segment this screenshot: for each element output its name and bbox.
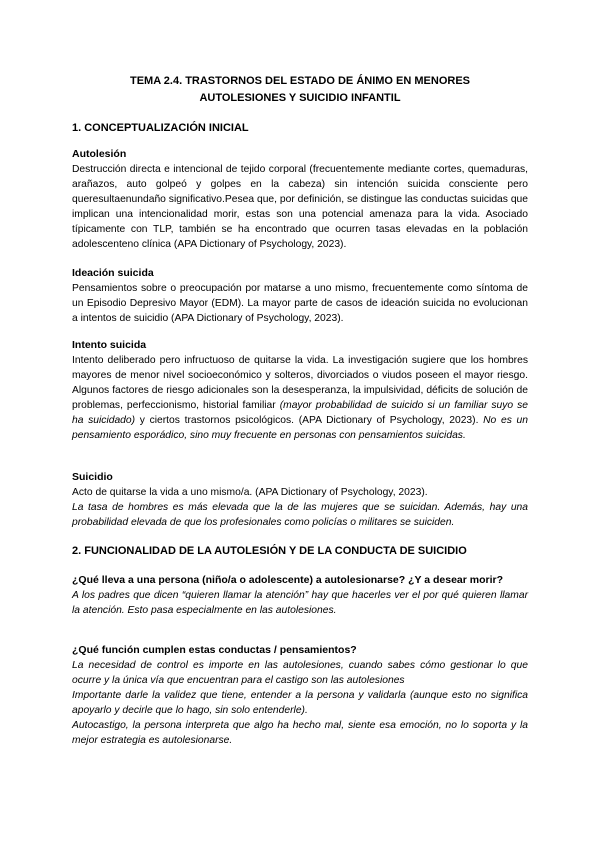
suicidio-heading: Suicidio — [72, 471, 113, 483]
intento-text — [72, 353, 528, 443]
ideacion-text: Pensamientos sobre o preocupación por matarse a uno mismo, frecuentemente como síntoma de un Episodio Depresivo Mayor (EDM). La mayor parte de casos de ideación suicida no evolucionan a intentos de suicidio (APA Dictionary of Psychology, 2023). — [72, 283, 528, 324]
q1-answer: A los padres que dicen “quieren llamar la atención” hay que hacerles ver el por qué quieren llamar la atención. Esto pasa especialmente en las autolesiones. — [72, 590, 528, 616]
q2-answer-1: La necesidad de control es importe en las autolesiones, cuando sabes cómo gestionar lo que ocurre y la única vía que encuentran para el castigo son las autolesiones — [72, 660, 528, 686]
suicidio-text: Acto de quitarse la vida a uno mismo/a. (APA Dictionary of Psychology, 2023). — [72, 487, 428, 498]
autolesion-block — [72, 147, 528, 252]
title-line-1: TEMA 2.4. TRASTORNOS DEL ESTADO DE ÁNIMO EN MENORES — [129, 75, 471, 87]
intento-text-2: y ciertos trastornos psicológicos. (APA Dictionary of Psychology, 2023). — [139, 415, 479, 426]
q1-heading: ¿Qué lleva a una persona (niño/a o adolescente) a autolesionarse? ¿Y a desear morir? — [72, 574, 504, 586]
q2-block — [72, 643, 528, 748]
q2-heading: ¿Qué función cumplen estas conductas / pensamientos? — [72, 644, 357, 656]
intento-text-1: Intento deliberado pero infructuoso de quitarse la vida. La investigación sugiere que los hombres mayores de menor nivel socioeconómico y solteros, divorciados o viudos poseen el mayor riesgo. Algunos factores de riesgo adicionales son la desesperanza, la impulsividad, déficits de solución de problemas, perfeccionismo, historial familiar — [72, 355, 528, 411]
section-1-heading: 1. CONCEPTUALIZACIÓN INICIAL — [72, 122, 249, 134]
ideacion-block — [72, 266, 528, 326]
intento-heading: Intento suicida — [72, 339, 147, 351]
intento-text-1-italic: (mayor probabilidad de suicido si un familiar suyo se ha suicidado) — [72, 400, 528, 426]
title-line-2: AUTOLESIONES Y SUICIDIO INFANTIL — [199, 92, 401, 104]
ideacion-heading: Ideación suicida — [72, 267, 154, 279]
autolesion-text: Destrucción directa e intencional de tejido corporal (frecuentemente mediante cortes, quemaduras, arañazos, auto golpeó y golpes en la cabeza) sin intención suicida consciente pero queresultaenundaño significativo.Pesea que, por definición, se distingue las conductas suicidas que implican una intencionalidad morir, estas son una potencial amenaza para la vida. Asociado típicamente con TLP, también se ha encontrado que ocurren tasas elevadas en la población adolescenteno clínica (APA Dictionary of Psychology, 2023). — [72, 164, 528, 250]
q2-answer-2: Importante darle la validez que tiene, entender a la persona y validarla (aunque esto no significa apoyarlo y decirle que lo hago, sin solo entenderle). — [72, 690, 528, 716]
document-title — [70, 73, 530, 107]
q2-answer-3: Autocastigo, la persona interpreta que algo ha hecho mal, siente esa emoción, no lo soporta y la mejor estrategia es autolesionarse. — [72, 720, 528, 746]
intento-text-2-italic: No es un pensamiento esporádico, sino muy frecuente en personas con pensamientos suicidas. — [72, 415, 528, 441]
intento-block — [72, 338, 528, 443]
section-2-heading: 2. FUNCIONALIDAD DE LA AUTOLESIÓN Y DE LA CONDUCTA DE SUICIDIO — [72, 545, 467, 557]
suicidio-block — [72, 470, 528, 530]
suicidio-italic: La tasa de hombres es más elevada que la de las mujeres que se suicidan. Además, hay una probabilidad elevada de que los profesionales como policías o militares se suiciden. — [72, 502, 528, 528]
q1-block — [72, 573, 528, 618]
autolesion-heading: Autolesión — [72, 148, 127, 160]
